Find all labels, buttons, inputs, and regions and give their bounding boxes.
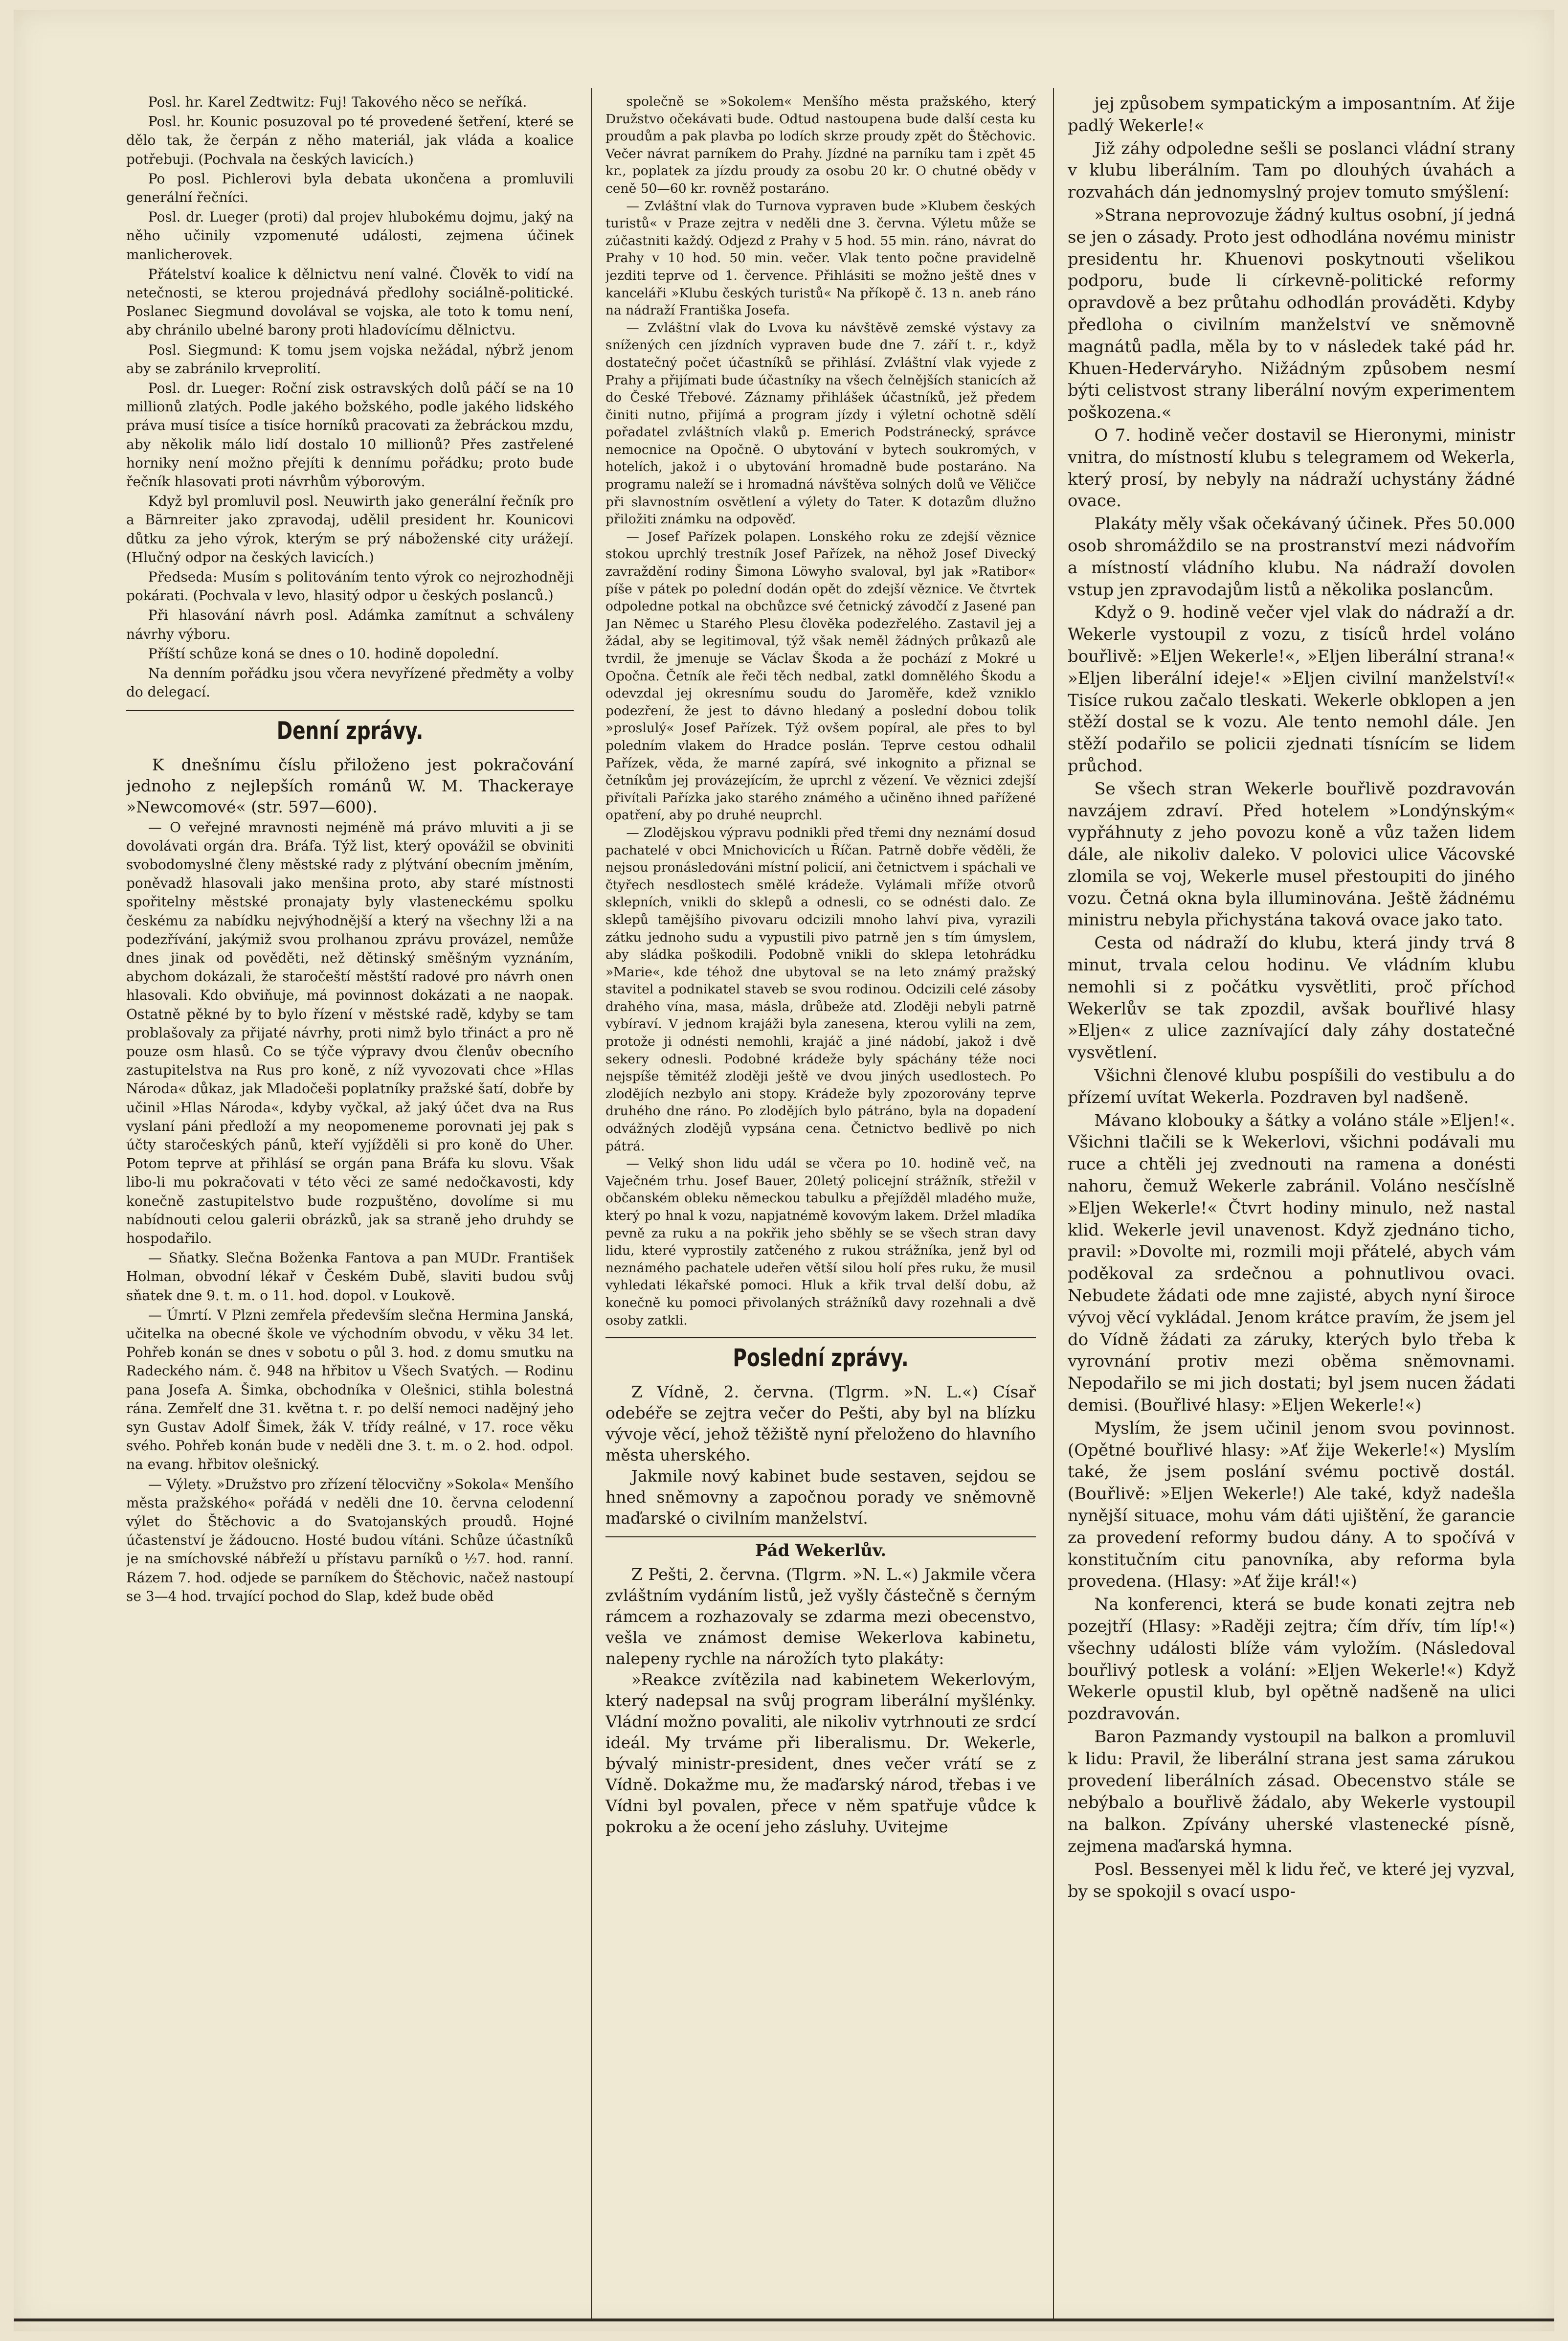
paragraph: Cesta od nádraží do klubu, která jindy trvá 8 minut, trvala celou hodinu. Ve vládním klubu nemohli si z počátku vysvětliti, proč příchod Wekerlův se tak zpozdil, avšak bouřlivé hlasy »Eljen« z ulice zaznívající daly záhy dostatečné vysvětlení. bbox=[1068, 933, 1515, 1063]
paragraph: — Josef Pařízek polapen. Lonského roku ze zdejší věznice stokou uprchlý trestník Josef Pařízek, na něhož Josef Divecký zavraždění rodiny Šimona Löwyho svaloval, byl jak »Ratibor« píše v pátek po polední dodán opět do zdejší věznice. Ve čtvrtek odpoledne potkal na obchůzce své četnický závodčí z Jasené pan Jan Němec u Starého Plesu člověka podezřelého. Zastavil jej a žádal, aby se legitimoval, týž však neměl žádných průkazů ale tvrdil, že jmenuje se Václav Škoda a že pochází z Mokré u Opočna. Četník ale řeči těch nedbal, zatkl domnělého Škodu a odevzdal jej okresnímu soudu do Jaroměře, kdež vzniklo podezření, že jest to dávno hledaný a poslední dobou tolik »proslulý« Josef Pařízek. Týž ovšem popíral, ale přes to byl poledním vlakem do Hradce poslán. Teprve cestou odhalil Pařízek, věda, že marné zapírá, své inkognito a přiznal se četníkům jej provázejícím, že uprchl z vězení. Ve věznici zdejší přivítali Pařízka jako starého známého a učiněno ihned pařížené opatření, aby po druhé neuprchl. bbox=[605, 529, 1036, 823]
column-1 bbox=[126, 93, 574, 2309]
paragraph: — O veřejné mravnosti nejméně má právo mluviti a ji se dovolávati orgán dra. Bráfa. Týž list, který opovážil se obviniti svobodomyslné členy městské rady z plýtvání obecním jměním, poněvadž hlasovali jako menšina proto, aby staré místnosti spořitelny městské pronajaty byly vlasteneckému spolku českému za nabídku nejvýhodnější a který na všechny lži a na podezřívání, jakýmiž svou prolhanou zprávu provázel, nemůže dnes jinak od pověděti, než dětinský směšným vyznáním, abychom dokázali, že staročeští městští radové pro návrh onen hlasovali. Kdo obviňuje, má povinnost dokázati a ne naopak. Ostatně pěkné by to bylo řízení v městské radě, kdyby se tam problašovaly za přijaté návrhy, proti nimž bylo třináct a pro ně pouze osm hlasů. Co se týče výpravy dvou členův obecního zastupitelstva na Rus pro koně, z níž vyvozovati chce »Hlas Národa« důkaz, jak Mladočeši poplatníky pražské šatí, dobře by učinil »Hlas Národa«, kdyby vyčkal, až jaký účet dva na Rus vyslaní páni předloží a my neopomeneme porovnati jej pak s účty staročeských pánů, kteří vyjížděli si pro koně do Uher. Potom teprve at přihlásí se orgán pana Bráfa ku slovu. Však libo-li mu pokračovati v této věci ze samé nedočkavosti, kdy konečně zastupitelstvo bude rozpuštěno, dovolíme si mu nabídnouti celou galerii obrázků, jak sa straně jeho druhdy se hospodařilo. bbox=[126, 819, 574, 1246]
paragraph: »Reakce zvítězila nad kabinetem Wekerlovým, který nadepsal na svůj program liberální myšlénky. Vládní možno povaliti, ale nikoliv vytrhnouti ze srdcí ideál. My trváme při liberalismu. Dr. Wekerle, bývalý ministr-president, dnes večer vrátí se z Vídně. Dokažme mu, že maďarský národ, třebas i ve Vídni byl povalen, přece v něm spatřuje vůdce k pokroku a že ocení jeho zásluhy. Uvitejme bbox=[605, 1669, 1036, 1836]
paragraph: Se všech stran Wekerle bouřlivě pozdravován navzájem zdraví. Před hotelem »Londýnským« vypřáhnuty z jeho povozu koně a vůz tažen lidem dále, ale nikoliv daleko. V polovici ulice Vácovské zlomila se voj, Wekerle musel přestoupiti do jiného vozu. Četná okna byla illuminována. Ještě žádnému ministru nebyla přichystána taková ovace jako tato. bbox=[1068, 779, 1515, 930]
page-edge bbox=[14, 2318, 1554, 2321]
section-divider bbox=[126, 710, 574, 711]
subheading: Pád Wekerlův. bbox=[755, 1541, 887, 1561]
paragraph: Posl. dr. Lueger: Roční zisk ostravských dolů páčí se na 10 millionů zlatých. Podle jakého božského, podle jakého lidského práva musí tisíce a tisíce horníků pracovati za žebráckou mzdu, aby několik málo lidí dostalo 10 millionů? Přes zastřelené horniky není možno přejíti k dennímu pořádku; proto bude řečník hlasovati proti návrhům výborovým. bbox=[126, 380, 574, 490]
paragraph: — Zlodějskou výpravu podnikli před třemi dny neznámí dosud pachatelé v obci Mnichovicích u Říčan. Patrně dobře věděli, že nejsou pronásledováni místní policií, ani četnictvem i spáchali ve čtyřech nesdlostech smělé krádeže. Vylámali mříže otvorů sklepních, vnikli do sklepů a odnesli, co se odnésti dalo. Ze sklepů tamějšího pivovaru odcizili mnoho lahví piva, vyrazili zátku jednoho sudu a vypustili pivo patrně jen s tím úmyslem, aby sládka poškodili. Podobně vnikli do sklepa letohrádku »Marie«, kde téhož dne ubytoval se na leto známý pražský stavitel a podnikatel staveb se svou rodinou. Odcizili celé zásoby drahého vína, masa, másla, drůbeže atd. Zloději nebyli patrně vybíraví. V jednom krajáži byla zanesena, kterou vylili na zem, protože ji odnésti nemohli, krajáč a jiné nádobí, jakož i dvě sekery odnesli. Podobné krádeže byly spáchány téže noci nejspíše těmitéž zloději ještě ve dvou jiných usedlostech. Po zlodějích nezbylo ani stopy. Krádeže byly zpozorovány teprve druhého dne ráno. Po zlodějích bylo pátráno, byla na dopadení odvážných zlodějů vypsána cena. Četnictvo bedlivě po nich pátrá. bbox=[605, 825, 1036, 1154]
paragraph: Při hlasování návrh posl. Adámka zamítnut a schváleny návrhy výboru. bbox=[126, 607, 574, 642]
paragraph: Na denním pořádku jsou včera nevyřízené předměty a volby do delegací. bbox=[126, 665, 574, 700]
column-rule bbox=[591, 88, 592, 2318]
paragraph: Již záhy odpoledne sešli se poslanci vládní strany v klubu liberálním. Tam po dlouhých úvahách a rozvahách dán jednomyslný projev tomuto smýšlení: bbox=[1068, 138, 1515, 203]
paragraph: Jakmile nový kabinet bude sestaven, sejdou se hned sněmovny a započnou porady ve sněmovně maďarské o civilním manželství. bbox=[605, 1466, 1036, 1528]
paragraph: Když o 9. hodině večer vjel vlak do nádraží a dr. Wekerle vystoupil z vozu, z tisíců hrdel voláno bouřlivě: »Eljen Wekerle!«, »Eljen liberální strana!« »Eljen liberální ideje!« »Eljen civilní manželství!« Tisíce rukou začalo tleskati. Wekerle obklopen a jen stěží dostal se k vozu. Ale tento nemohl dále. Jen stěží podařilo se policii zjednati tísnícím se lidem průchod. bbox=[1068, 603, 1515, 776]
section-heading: Poslední zprávy. bbox=[733, 1344, 909, 1373]
paragraph: jej způsobem sympatickým a imposantním. Ať žije padlý Wekerle!« bbox=[1068, 94, 1515, 135]
paragraph: společně se »Sokolem« Menšího města pražského, který Družstvo očekávati bude. Odtud nastoupena bude další cesta ku proudům a pak plavba po lodích skrze proudy zpět do Štěchovic. Večer návrat parníkem do Prahy. Jízdné na parníku tam i zpět 45 kr., poplatek za jízdu proudy za osobu 20 kr. O chutné obědy v ceně 50—60 kr. rovněž postaráno. bbox=[605, 94, 1036, 196]
paragraph: Z Vídně, 2. června. (Tlgrm. »N. L.«) Císař odebéře se zejtra večer do Pešti, aby byl na blízku vývoje věcí, jehož těžiště nyní přeloženo do hlavního města uherského. bbox=[605, 1382, 1036, 1465]
paragraph: »Strana neprovozuje žádný kultus osobní, jí jedná se jen o zásady. Proto jest odhodlána novému ministr presidentu hr. Khuenovi poskytnouti všelikou podporu, bude li církevně-politické reformy opravdově a bez průtahu odhodlán prováděti. Kdyby předloha o civilním manželství ve sněmovně magnátů padla, měla by to v následek také pád hr. Khuen-Hederváryho. Nižádným způsobem nesmí býti celistvost strany liberální novým experimentem poškozena.« bbox=[1068, 205, 1515, 423]
paragraph: — Sňatky. Slečna Boženka Fantova a pan MUDr. František Holman, obvodní lékař v Českém Dubě, slaviti budou svůj sňatek dne 9. t. m. o 11. hod. dopol. v Loukově. bbox=[126, 1250, 574, 1304]
paragraph: Plakáty měly však očekávaný účinek. Přes 50.000 osob shromáždilo se na prostranství mezi nádvořím a místností vládního klubu. Na nádraží dovolen vstup jen zpravodajům listů a několika poslancům. bbox=[1068, 514, 1515, 600]
paragraph: — Úmrtí. V Plzni zemřela především slečna Hermina Janská, učitelka na obecné škole ve východním obvodu, v věku 34 let. Pohřeb konán se dnes v sobotu o půl 3. hod. z domu smutku na Radeckého nám. č. 948 na hřbitov u Všech Svatých. — Rodinu pana Josefa A. Šimka, obchodníka v Olešnici, stihla bolestná rána. Zemřelť dne 31. května t. r. po delší nemoci nadějný jeho syn Gustav Adolf Šimek, žák V. třídy reálné, v 17. roce věku svého. Pohřeb konán bude v neděli dne 3. t. m. o 2. hod. odpol. na evang. hřbitov olešnický. bbox=[126, 1306, 574, 1473]
paragraph: Posl. Siegmund: K tomu jsem vojska nežádal, nýbrž jenom aby se zabránilo krveprolití. bbox=[126, 341, 574, 377]
paragraph: Příští schůze koná se dnes o 10. hodině dopolední. bbox=[148, 645, 499, 662]
paragraph: Na konferenci, která se bude konati zejtra neb pozejtří (Hlasy: »Raději zejtra; čím dřív, tím líp!«) všechny události blíže vám vyložím. (Následoval bouřlivý potlesk a volání: »Eljen Wekerle!«) Když Wekerle opustil klub, byl opětně nadšeně na ulici pozdravován. bbox=[1068, 1595, 1515, 1724]
section-heading: Denní zprávy. bbox=[276, 716, 424, 745]
paragraph: — Výlety. »Družstvo pro zřízení tělocvičny »Sokola« Menšího města pražského« pořádá v neděli dne 10. června celodenní výlet do Štěchovic a do Svatojanských proudů. Hojné účastenství je žádoucno. Hosté budou vítáni. Schůze účastníků je na smíchovské nábřeží u přístavu parníků o ½7. hod. ranní. Rázem 7. hod. odjede se parníkem do Štěchovic, načež nastoupí se 3—4 hod. trvající pochod do Slap, kdež bude oběd bbox=[126, 1476, 574, 1604]
newspaper-page bbox=[14, 10, 1554, 2331]
paragraph: Přátelství koalice k dělnictvu není valné. Člověk to vidí na netečnosti, se kterou projednává předlohy sociálně-politické. Poslanec Siegmund dovolával se vojska, ale toto k tomu není, aby chránilo ubelné barony proti hladovícímu dělnictvu. bbox=[126, 266, 574, 338]
column-2 bbox=[605, 93, 1036, 2309]
paragraph: Mávano klobouky a šátky a voláno stále »Eljen!«. Všichni tlačili se k Wekerlovi, všichni podávali mu ruce a chtěli jej zvednouti na ramena a donésti nahoru, čemuž Wekerle zabránil. Voláno nesčíslně »Eljen Wekerle!« Čtvrt hodiny minulo, než nastal klid. Wekerle jevil unavenost. Když zjednáno ticho, pravil: »Dovolte mi, rozmili moji přátelé, abych vám poděkoval za srdečnou a pohnutlivou ovaci. Nebudete žádati ode mne zajisté, abych nyní široce vývoj věcí vykládal. Jenom krátce pravím, že jsem jel do Vídně žádati za záruky, kterých bylo třeba k vyrovnání protiv mezi oběma sněmovnami. Nepodařilo se mi jich dostati; byl jsem nucen žádati demisi. (Bouřlivé hlasy: »Eljen Wekerle!«) bbox=[1068, 1110, 1515, 1416]
column-3 bbox=[1068, 93, 1515, 2309]
paragraph: Všichni členové klubu pospíšili do vestibulu a do přízemí uvítat Wekerla. Pozdraven byl nadšeně. bbox=[1068, 1066, 1515, 1107]
paragraph: O 7. hodině večer dostavil se Hieronymi, ministr vnitra, do místností klubu s telegramem od Wekerla, který prosí, by nebyly na nádraží uchystány žádné ovace. bbox=[1068, 425, 1515, 511]
paragraph: Předseda: Musím s politováním tento výrok co nejrozhodněji pokárati. (Pochvala v levo, hlasitý odpor u českých poslanců.) bbox=[126, 569, 574, 604]
column-rule bbox=[1053, 88, 1054, 2318]
paragraph: — Zvláštní vlak do Turnova vypraven bude »Klubem českých turistů« v Praze zejtra v neděli dne 3. června. Výletu může se zúčastniti každý. Odjezd z Prahy v 5 hod. 55 min. ráno, návrat do Prahy v 10 hod. 50 min. večer. Vlak tento počne pravidelně jezditi teprve od 1. července. Přihlásiti se možno ještě dnes v kanceláři »Klubu českých turistů« Na příkopě č. 13 n. aneb ráno na nádraží Františka Josefa. bbox=[605, 198, 1036, 318]
paragraph: Myslím, že jsem učinil jenom svou povinnost. (Opětné bouřlivé hlasy: »Ať žije Wekerle!«) Myslím také, že jsem poslání svému poctivě dostál. (Bouřlivě: »Eljen Wekerle!) Ale také, když nadešla nynější situace, mohu vám dáti ujištění, že garancie za provedení reformy budou dány. A to spočívá v konstitučním citu panovníka, aby reforma byla provedena. (Hlasy: »Ať žije král!«) bbox=[1068, 1418, 1515, 1592]
section-divider bbox=[605, 1536, 1036, 1537]
paragraph: Posl. hr. Karel Zedtwitz: Fuj! Takového něco se neříká. bbox=[148, 94, 527, 110]
paragraph: K dnešnímu číslu přiloženo jest pokračování jednoho z nejlepších románů W. M. Thackeraye »Newcomové« (str. 597—600). bbox=[126, 755, 574, 816]
paragraph: Posl. hr. Kounic posuzoval po té provedené šetření, které se dělo tak, že čerpán z něho materiál, jak vláda a koalice potřebuji. (Pochvala na českých lavicích.) bbox=[126, 113, 574, 167]
paragraph: — Velký shon lidu udál se včera po 10. hodině več, na Vaječném trhu. Josef Bauer, 20letý policejní strážník, střežil v občanském obleku německou tabulku a přejížděl mladého muže, který po hnal k vozu, napjatnémě kovovým lakem. Držel mladíka pevně za ruku a na pokřik jeho sběhly se se všech stran davy lidu, které vyprostily zatčeného z rukou strážníka, jenž byl od neznámého pachatele udeřen větší silou holí přes ruku, že musil vyhledati lékařské pomoci. Hluk a křik trval delší dobu, až konečně ku pomoci přivolaných strážníků davy rozehnali a dvě osoby zatkli. bbox=[605, 1156, 1036, 1328]
paragraph: — Zvláštní vlak do Lvova ku návštěvě zemské výstavy za snížených cen jízdních vypraven bude dne 7. září t. r., když dostatečný počet účastníků se přihlásí. Zvláštní vlak vyjede z Prahy a přijímati bude účastníky na všech čelnějších stanicích až do České Třebové. Záznamy přihlášek účastníků, jež předem činiti nutno, přijímá a program jízdy i výletní ochotně sdělí pořadatel zvláštních vlaků p. Emerich Podstránecký, správce nemocnice na Opočně. O ubytování v bytech soukromých, v hotelích, jakož i o ubytování hromadně bude postaráno. Na programu naleží se i hromadná návštěva solných dolů ve Věličce při slavnostním osvětlení a výlety do Tater. K dotazům dlužno přiložiti známku na odpověď. bbox=[605, 320, 1036, 527]
paragraph: Po posl. Pichlerovi byla debata ukončena a promluvili generální řečníci. bbox=[126, 170, 574, 206]
paragraph: Z Pešti, 2. června. (Tlgrm. »N. L.«) Jakmile včera zvláštním vydáním listů, jež vyšly částečně s černým rámcem a rozhazovaly se zdarma mezi obecenstvo, vešla ve známost demise Wekerlova kabinetu, nalepeny rychle na nárožích tyto plakáty: bbox=[605, 1564, 1036, 1668]
paragraph: Posl. dr. Lueger (proti) dal projev hlubokému dojmu, jaký na něho učinily vzpomenuté události, zejmena účinek manlicherovek. bbox=[126, 209, 574, 263]
paragraph: Baron Pazmandy vystoupil na balkon a promluvil k lidu: Pravil, že liberální strana jest sama zárukou provedení liberálních zásad. Obecenstvo stále se nebýbalo a bouřlivě žádalo, aby Wekerle vystoupil na balkon. Zpívány uherské vlastenecké písně, zejmena maďarská hymna. bbox=[1068, 1727, 1515, 1856]
section-divider bbox=[605, 1337, 1036, 1338]
paragraph: Když byl promluvil posl. Neuwirth jako generální řečník pro a Bärnreiter jako zpravodaj, udělil president hr. Kounicovi důtku za jeho výrok, kterým se prý náboženské city urážejí. (Hlučný odpor na českých lavicích.) bbox=[126, 493, 574, 565]
paragraph: Posl. Bessenyei měl k lidu řeč, ve které jej vyzval, by se spokojil s ovací uspo- bbox=[1068, 1859, 1515, 1901]
